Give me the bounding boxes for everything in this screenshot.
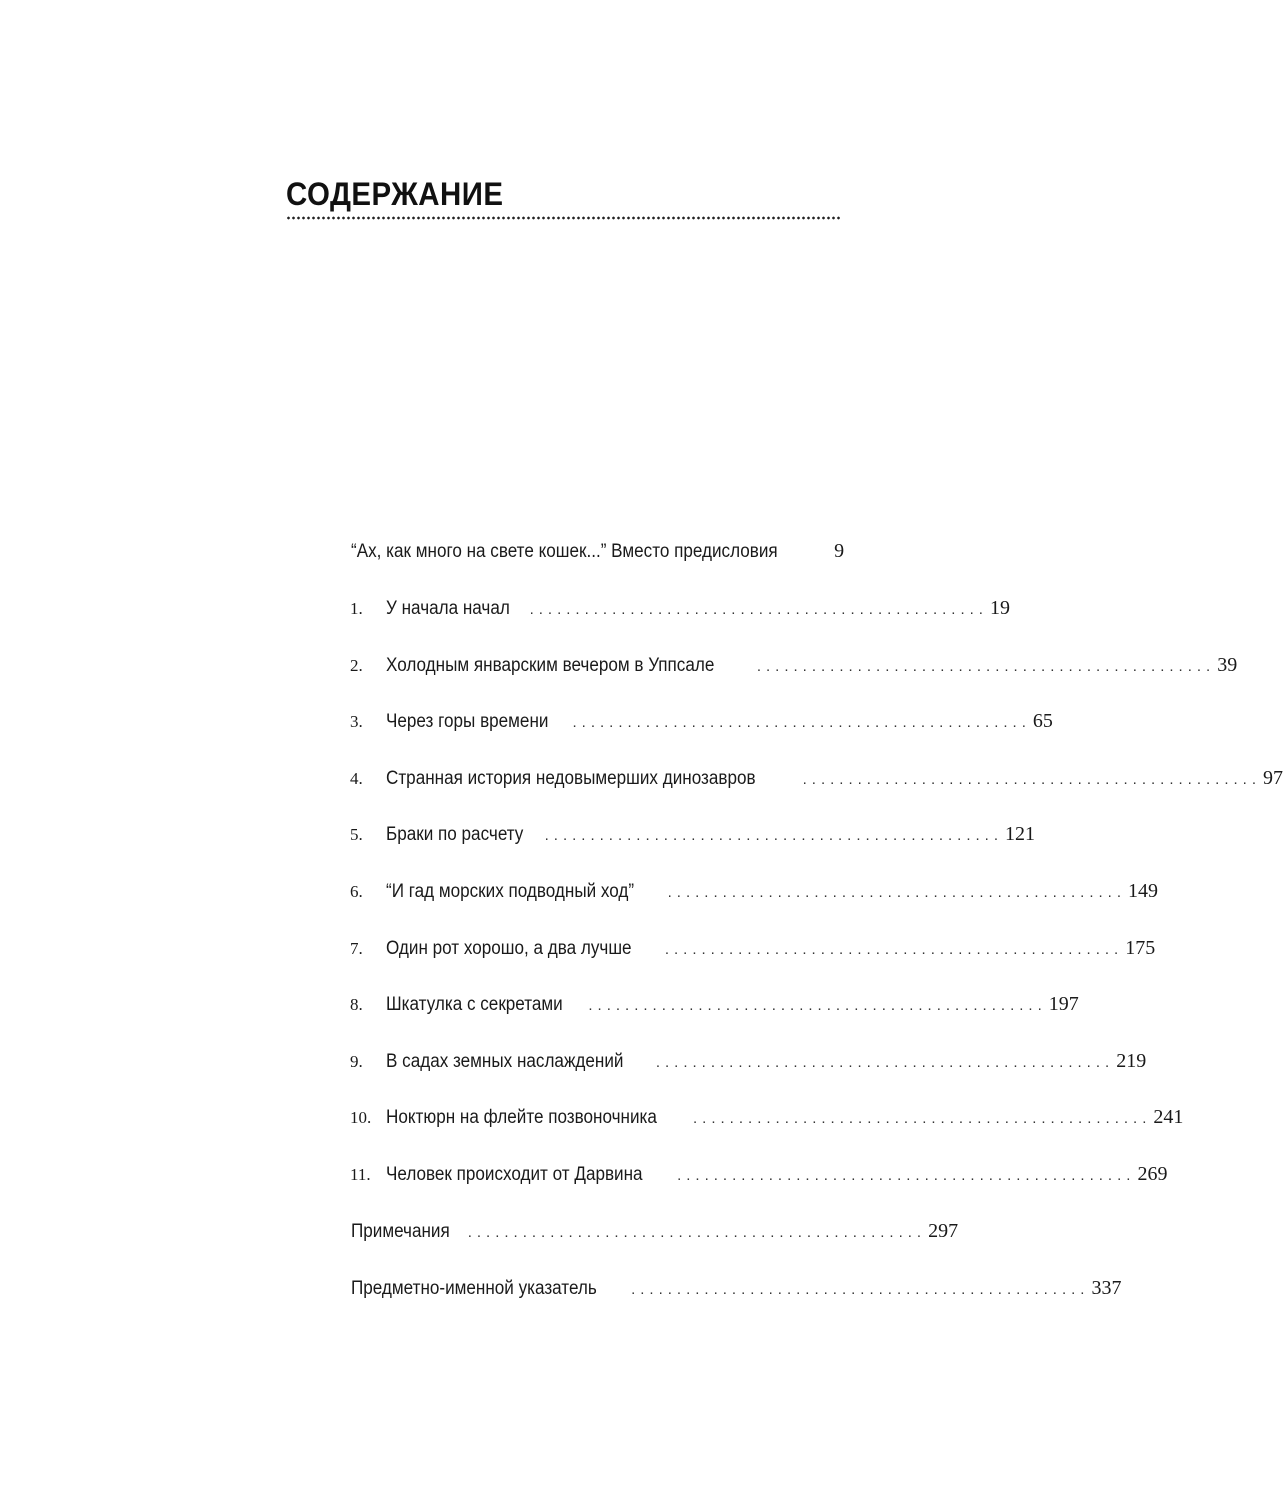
toc-page-number: 219 (1116, 1050, 1147, 1072)
toc-page-number: 19 (989, 597, 1010, 619)
toc-entry-chapter-4[interactable] (342, 763, 1283, 793)
toc-page-number: 9 (834, 540, 845, 562)
toc-entry-title: У начала начал (386, 598, 510, 619)
toc-chapter-number: 8. (350, 995, 363, 1014)
toc-page-number: 337 (1091, 1277, 1122, 1299)
toc-entry-chapter-11[interactable] (342, 1159, 1168, 1189)
toc-entry-chapter-6[interactable] (342, 876, 1159, 906)
toc-leader-dots: .................................................. (667, 884, 1127, 901)
toc-chapter-number: 1. (350, 599, 363, 618)
toc-entry-chapter-2[interactable] (342, 650, 1238, 680)
toc-entry-chapter-9[interactable] (342, 1046, 1147, 1076)
toc-chapter-number: 7. (350, 939, 363, 958)
toc-page-number: 269 (1137, 1163, 1168, 1185)
toc-leader-dots: .................................................. (529, 601, 988, 618)
toc-entry-notes[interactable] (342, 1216, 959, 1246)
toc-leader-dots: .................................................. (631, 1281, 1090, 1298)
toc-entry-title: Примечания (351, 1221, 450, 1242)
toc-page-number: 175 (1125, 937, 1156, 959)
toc-entry-preface[interactable] (342, 536, 845, 566)
toc-page-number: 97 (1263, 767, 1283, 789)
toc-chapter-number: 4. (350, 769, 363, 788)
toc-page-number: 197 (1048, 993, 1079, 1015)
toc-entry-title: Человек происходит от Дарвина (386, 1164, 643, 1185)
toc-entry-title: Ноктюрн на флейте позвоночника (386, 1107, 657, 1128)
toc-leader-dots: .................................................. (664, 941, 1124, 958)
toc-chapter-number: 11. (350, 1165, 371, 1184)
toc-entry-title: Предметно-именной указатель (351, 1278, 597, 1299)
toc-entry-title: Один рот хорошо, а два лучше (386, 938, 632, 959)
toc-entry-index[interactable] (342, 1273, 1122, 1303)
toc-page-number: 39 (1217, 654, 1238, 676)
toc-entry-title: Браки по расчету (386, 824, 524, 845)
page-title: СОДЕРЖАНИЕ (286, 176, 504, 212)
toc-entry-title: “И гад морских подводный ход” (386, 881, 635, 902)
toc-leader-dots: .................................................. (655, 1054, 1115, 1071)
toc-chapter-number: 9. (350, 1052, 363, 1071)
toc-entry-chapter-7[interactable] (342, 933, 1156, 963)
toc-leader-dots: .................................................. (588, 997, 1047, 1014)
toc-chapter-number: 6. (350, 882, 363, 901)
toc-entry-title: “Ах, как много на свете кошек...” Вместо предисловия (351, 541, 778, 562)
toc-entry-title: Холодным январским вечером в Уппсале (386, 655, 715, 676)
toc-page-number: 241 (1153, 1106, 1184, 1128)
toc-chapter-number: 5. (350, 825, 363, 844)
toc-leader-dots: .................................................. (677, 1167, 1136, 1184)
toc-page-number: 121 (1005, 823, 1035, 845)
toc-entry-title: Странная история недовымерших динозавров (386, 768, 756, 789)
toc-page-number: 65 (1032, 710, 1053, 732)
toc-entry-chapter-8[interactable] (342, 989, 1079, 1019)
toc-leader-dots: .................................................. (467, 1224, 927, 1241)
toc-chapter-number: 2. (350, 656, 363, 675)
toc-leader-dots: .................................................. (693, 1110, 1152, 1127)
toc-leader-dots: .................................................. (544, 827, 1003, 844)
toc-chapter-number: 10. (350, 1108, 372, 1127)
toc-page-number: 297 (928, 1220, 959, 1242)
toc-leader-dots: .................................................. (572, 714, 1031, 731)
toc-leader-dots: .................................................. (756, 658, 1216, 675)
toc-entry-title: Через горы времени (386, 711, 549, 732)
toc-entry-title: В садах земных наслаждений (386, 1051, 624, 1072)
toc-leader-dots: .................................................. (802, 771, 1261, 788)
toc-page-number: 149 (1128, 880, 1159, 902)
toc-entry-chapter-1[interactable] (342, 593, 1010, 623)
toc-entry-chapter-3[interactable] (342, 706, 1053, 736)
toc-entry-chapter-10[interactable] (342, 1102, 1184, 1132)
toc-entry-title: Шкатулка с секретами (386, 994, 563, 1015)
toc-chapter-number: 3. (350, 712, 363, 731)
toc-entry-chapter-5[interactable] (342, 819, 1035, 849)
